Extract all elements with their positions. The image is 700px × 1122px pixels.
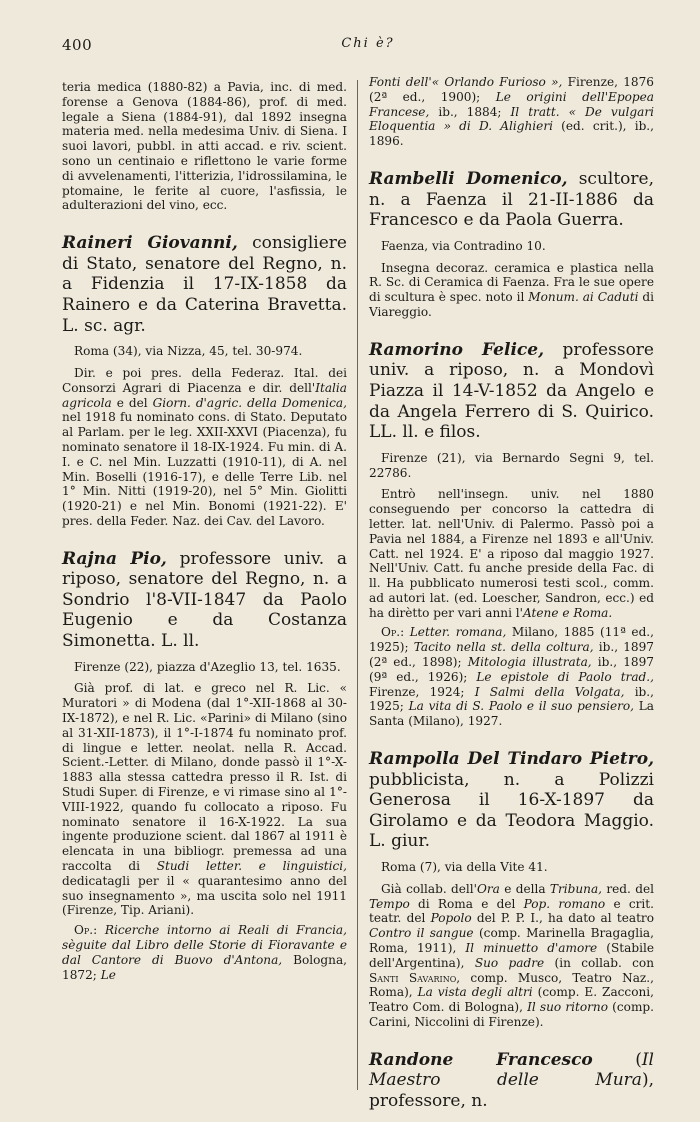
bio-text: e crit. teatr. del bbox=[369, 896, 654, 926]
bio-text: Già prof. di lat. e greco nel R. Lic. « Muratori » di Modena (dal 1°-XII-1868 al 30-IX-1872), e nel R. Lic. «Parini» di Milano (sino al 31-XII-1873), il 1°-I-1874 fu nominato prof. di lingue e letter. neolat. nella R. Accad. Scient.-Letter. di Milano, donde passò il 1°-X-1883 alla stessa cattedra presso il R. Ist. di Studi Super. di Firenze, e vi rimase sino al 1°-VIII-1922, quando fu collocato a riposo. Fu nominato senatore il 16-X-1922. La sua ingente produzione scient. dal 1867 al 1911 è elencata in una bibliogr. premessa ad una raccolta di bbox=[62, 681, 347, 874]
work-title: Atene e Roma. bbox=[523, 605, 613, 620]
entry-name: Ramorino Felice, bbox=[369, 339, 544, 360]
entry-rajna bbox=[62, 549, 347, 983]
bio-text: Insegna decoraz. ceramica e plastica nella R. Sc. di Ceramica di Faenza. Fra le sue opere di scultura è spec. noto il bbox=[369, 260, 654, 305]
bio-title: Italia agricola bbox=[62, 380, 347, 410]
entry-name: Rambelli Domenico, bbox=[369, 168, 568, 189]
work-title: Mitologia illustrata, bbox=[467, 655, 592, 670]
entry-name: Rajna Pio, bbox=[62, 548, 167, 569]
work-text: (ed. crit.), ib., 1896. bbox=[369, 119, 655, 149]
bio-text: (Stabile dell'Argentina), bbox=[369, 941, 654, 970]
work-text: ib., 1897 (2ª ed., 1898); bbox=[369, 640, 655, 670]
bio-text: , comp. Musco, Teatro Naz., Roma), bbox=[369, 970, 654, 1000]
running-title: Chi è? bbox=[341, 36, 395, 51]
continuation-text: teria medica (1880-82) a Pavia, inc. di med. forense a Genova (1884-86), prof. di med. legale a Siena (1884-91), dal 1892 insegna materia med. nella medesima Univ. di Siena. I suoi lavori, pubbl. in atti accad. e riv. scient. sono un centinaio e riflettono le varie forme di avvelenamenti, l'itterizia, l'idrossilamina, le ptomaine, le ferite al cuore, l'asfissia, le adulterazioni del vino, ecc. bbox=[62, 80, 347, 213]
entry-rampolla bbox=[369, 749, 654, 1030]
work-title: Le origini dell'Epopea Francese, bbox=[369, 89, 654, 119]
entry-address: Roma (7), via della Vite 41. bbox=[381, 860, 548, 875]
bio-text: del P. P. I., ha dato al teatro bbox=[471, 911, 654, 926]
bio-text: (in collab. con bbox=[544, 955, 655, 970]
entry-works bbox=[369, 625, 654, 729]
bio-text: e della bbox=[499, 881, 550, 896]
entry-heading bbox=[369, 1050, 654, 1112]
work-text: Firenze, 1876 (2ª ed., 1900); bbox=[369, 75, 654, 104]
work-title: Il suo ritorno bbox=[527, 1000, 609, 1015]
entry-address: Firenze (21), via Bernardo Segni 9, tel. 22786. bbox=[369, 450, 654, 480]
works-label: Op.: bbox=[74, 923, 98, 938]
bio-text: (comp. Marinella Bragaglia, Roma, 1911), bbox=[369, 926, 654, 956]
entry-intro: ), professore, n. bbox=[369, 1070, 654, 1111]
work-title: La vita di S. Paolo e il suo pensiero, bbox=[408, 699, 635, 714]
work-title: Ricerche intorno ai Reali di Francia, sèguite dal Libro delle Storie di Fioravante e dal Cantore di Buovo d'Antona, bbox=[62, 923, 347, 967]
left-column bbox=[62, 80, 347, 982]
entry-intro: professore univ. a riposo, n. a Mondovì Piazza il 14-V-1852 da Angelo e da Angela Ferrero di S. Quirico. LL. ll. e filos. bbox=[369, 339, 654, 443]
work-title: I Salmi della Volgata, bbox=[474, 684, 625, 699]
entry-bio bbox=[369, 882, 654, 1030]
work-text: Bologna, 1872; bbox=[62, 952, 347, 982]
entry-intro: ( bbox=[592, 1049, 642, 1070]
work-title: Le bbox=[100, 967, 116, 982]
entry-heading bbox=[369, 749, 654, 852]
entry-nickname: Il Maestro delle Mura bbox=[369, 1049, 654, 1091]
entry-works bbox=[62, 923, 347, 982]
entry-heading bbox=[369, 340, 654, 443]
bio-text: red. del bbox=[602, 881, 654, 896]
bio-title: Giorn. d'agric. della Domenica, bbox=[152, 395, 347, 410]
work-text: ib., 1897 (9ª ed., 1926); bbox=[369, 655, 654, 684]
work-text: ib., 1925; bbox=[369, 684, 654, 714]
bio-text: dedicatagli per il « quarantesimo anno del suo insegnamento », ma uscita solo nel 1911 (Firenze, Tip. Ariani). bbox=[62, 873, 347, 918]
work-title: Contro il sangue bbox=[369, 926, 474, 941]
work-title: Tribuna, bbox=[549, 881, 602, 896]
bio-text: nel 1918 fu nominato cons. di Stato. Deputato al Parlam. per le leg. XXII-XXVI (Piacenza), fu nominato senatore il 18-IX-1924. Fu min. di A. I. e C. nel Min. Luzzatti (1910-11), di A. nel Min. Boselli (1916-17), e delle Terre Lib. nel 1° Min. Nitti (1919-20), nel 5° Min. Giolitti (1920-21) e nel Min. Bonomi (1921-22). E' pres. della Feder. Naz. dei Cav. del Lavoro. bbox=[62, 410, 347, 528]
bio-text: di Roma e del bbox=[409, 896, 524, 911]
bio-text: Già collab. dell' bbox=[381, 881, 477, 896]
entry-address: Firenze (22), piazza d'Azeglio 13, tel. 1635. bbox=[74, 659, 341, 674]
work-title: Tacito nella st. della coltura, bbox=[413, 640, 594, 655]
work-title: Pop. romano bbox=[523, 896, 606, 911]
bio-text: (comp. Carini, Niccolini di Firenze). bbox=[369, 1000, 654, 1029]
works-label: Op.: bbox=[381, 625, 405, 640]
entry-intro: consigliere di Stato, senatore del Regno, n. a Fidenzia il 17-IX-1858 da Rainero e da Caterina Bravetta. L. sc. agr. bbox=[62, 233, 347, 336]
entry-name: Raineri Giovanni, bbox=[62, 233, 238, 254]
entry-intro: scultore, n. a Faenza il 21-II-1886 da Francesco e da Paola Guerra. bbox=[369, 168, 654, 231]
right-column bbox=[369, 75, 654, 1112]
page-header bbox=[62, 36, 674, 58]
work-title: Letter. romana, bbox=[404, 625, 507, 640]
entry-heading bbox=[62, 233, 347, 336]
work-text: Milano, 1885 (11ª ed., 1925); bbox=[369, 625, 654, 655]
work-title: Fonti dell'« Orlando Furioso », bbox=[369, 75, 563, 89]
work-text: ib., 1884; bbox=[429, 104, 511, 119]
work-title: Monum. ai Caduti bbox=[528, 290, 639, 305]
entry-rambelli bbox=[369, 169, 654, 320]
work-title: Tempo bbox=[369, 896, 410, 911]
column-divider bbox=[357, 80, 358, 1090]
bio-text: di Viareggio. bbox=[369, 290, 654, 319]
work-title: Le epistole di Paolo trad., bbox=[476, 669, 654, 684]
work-title: Suo padre bbox=[474, 955, 545, 970]
entry-raineri bbox=[62, 233, 347, 529]
continuation-text bbox=[369, 75, 654, 149]
entry-address: Roma (34), via Nizza, 45, tel. 30-974. bbox=[74, 344, 303, 359]
bio-text: Entrò nell'insegn. univ. nel 1880 conseguendo per concorso la cattedra di letter. lat. nell'Univ. di Palermo. Passò poi a Pavia nel 1884, a Firenze nel 1893 e all'Univ. Catt. nel 1924. E' a riposo dal maggio 1927. Nell'Univ. Catt. fu anche preside della Fac. di ll. Ha pubblicato numerosi testi scol., comm. ad autori lat. (ed. Loescher, Sandron, ecc.) ed ha dirètto per vari anni l' bbox=[369, 487, 654, 620]
entry-bio bbox=[62, 681, 347, 918]
entry-randone bbox=[369, 1050, 654, 1112]
entry-bio bbox=[62, 366, 347, 529]
page-number: 400 bbox=[62, 36, 93, 54]
bio-text: e del bbox=[111, 395, 153, 410]
entry-intro: pubblicista, n. a Polizzi Generosa il 16-X-1897 da Girolamo e da Teodora Maggio. L. giur. bbox=[369, 769, 654, 852]
work-title: Popolo bbox=[430, 911, 472, 926]
entry-bio bbox=[369, 487, 654, 620]
entry-intro: professore univ. a riposo, senatore del Regno, n. a Sondrio l'8-VII-1847 da Paolo Eugenio e da Costanza Simonetta. L. ll. bbox=[62, 548, 347, 652]
entry-heading bbox=[369, 169, 654, 231]
entry-heading bbox=[62, 549, 347, 652]
entry-address: Faenza, via Contradino 10. bbox=[381, 238, 546, 253]
work-text: La Santa (Milano), 1927. bbox=[369, 699, 654, 729]
bio-text: Dir. e poi pres. della Federaz. Ital. dei Consorzi Agrari di Piacenza e dir. dell' bbox=[62, 365, 347, 395]
entry-bio bbox=[369, 261, 654, 320]
collaborator-name: Santi Savarino bbox=[369, 970, 457, 985]
work-title: La vista degli altri bbox=[417, 985, 533, 1000]
work-text: Firenze, 1924; bbox=[369, 684, 475, 699]
entry-name: Randone Francesco bbox=[369, 1049, 593, 1070]
bio-title: Studi letter. e linguistici, bbox=[156, 859, 347, 874]
bio-text: (comp. E. Zacconi, Teatro Com. di Bologna), bbox=[369, 985, 654, 1015]
work-title: Il tratt. « De vulgari Eloquentia » di D. Alighieri bbox=[369, 104, 655, 134]
entry-name: Rampolla Del Tindaro Pietro, bbox=[369, 749, 654, 770]
work-title: Il minuetto d'amore bbox=[465, 941, 598, 956]
entry-ramorino bbox=[369, 340, 654, 729]
work-title: Ora bbox=[476, 881, 500, 896]
